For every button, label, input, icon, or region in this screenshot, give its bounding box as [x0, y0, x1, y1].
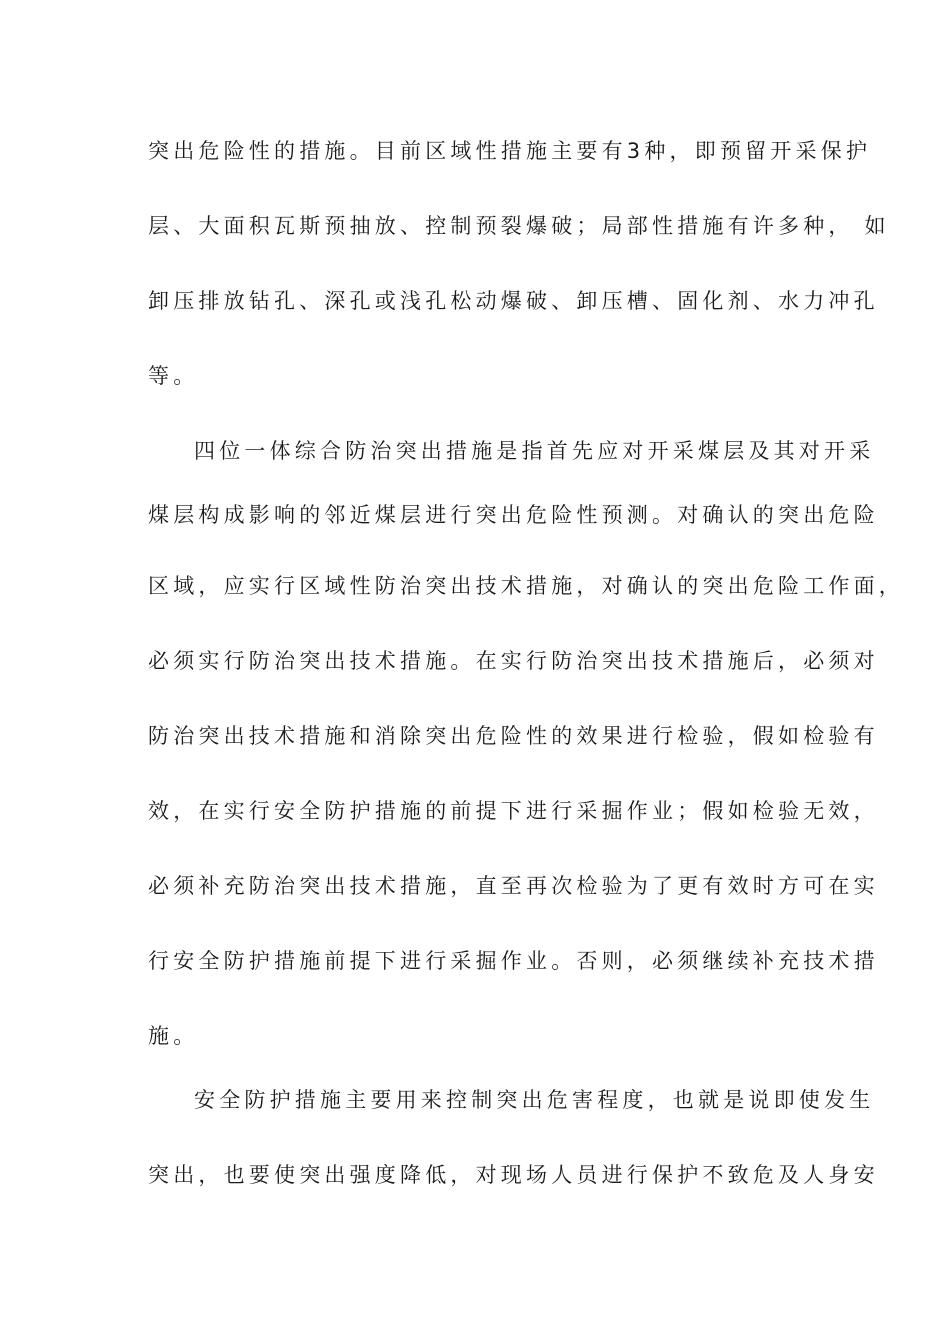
text-line: 效，在实行安全防护措施的前提下进行采掘作业；假如检验无效，: [148, 799, 879, 823]
text-line: 突出危险性的措施。目前区域性措施主要有3种，即预留开采保护: [148, 139, 872, 163]
text-line: 施。: [148, 1024, 199, 1048]
text-line: 突出，也要使突出强度降低，对现场人员进行保护不致危及人身安: [148, 1163, 879, 1187]
text-line: 煤层构成影响的邻近煤层进行突出危险性预测。对确认的突出危险: [148, 503, 879, 527]
text-line: 区域，应实行区域性防治突出技术措施，对确认的突出危险工作面，: [148, 574, 904, 598]
text-line: 等。: [148, 364, 199, 388]
text-line: 必须实行防治突出技术措施。在实行防治突出技术措施后，必须对: [148, 649, 879, 673]
text-line: 行安全防护措施前提下进行采掘作业。否则，必须继续补充技术措: [148, 949, 879, 973]
paragraph-first-line: 四位一体综合防治突出措施是指首先应对开采煤层及其对开采: [194, 439, 875, 463]
text-line: 必须补充防治突出技术措施，直至再次检验为了更有效时方可在实: [148, 874, 879, 898]
text-line: 层、大面积瓦斯预抽放、控制预裂爆破；局部性措施有许多种， 如: [148, 214, 890, 238]
text-line: 卸压排放钻孔、深孔或浅孔松动爆破、卸压槽、固化剂、水力冲孔: [148, 289, 879, 313]
paragraph-first-line: 安全防护措施主要用来控制突出危害程度，也就是说即使发生: [194, 1088, 875, 1112]
text-line: 防治突出技术措施和消除突出危险性的效果进行检验，假如检验有: [148, 724, 879, 748]
